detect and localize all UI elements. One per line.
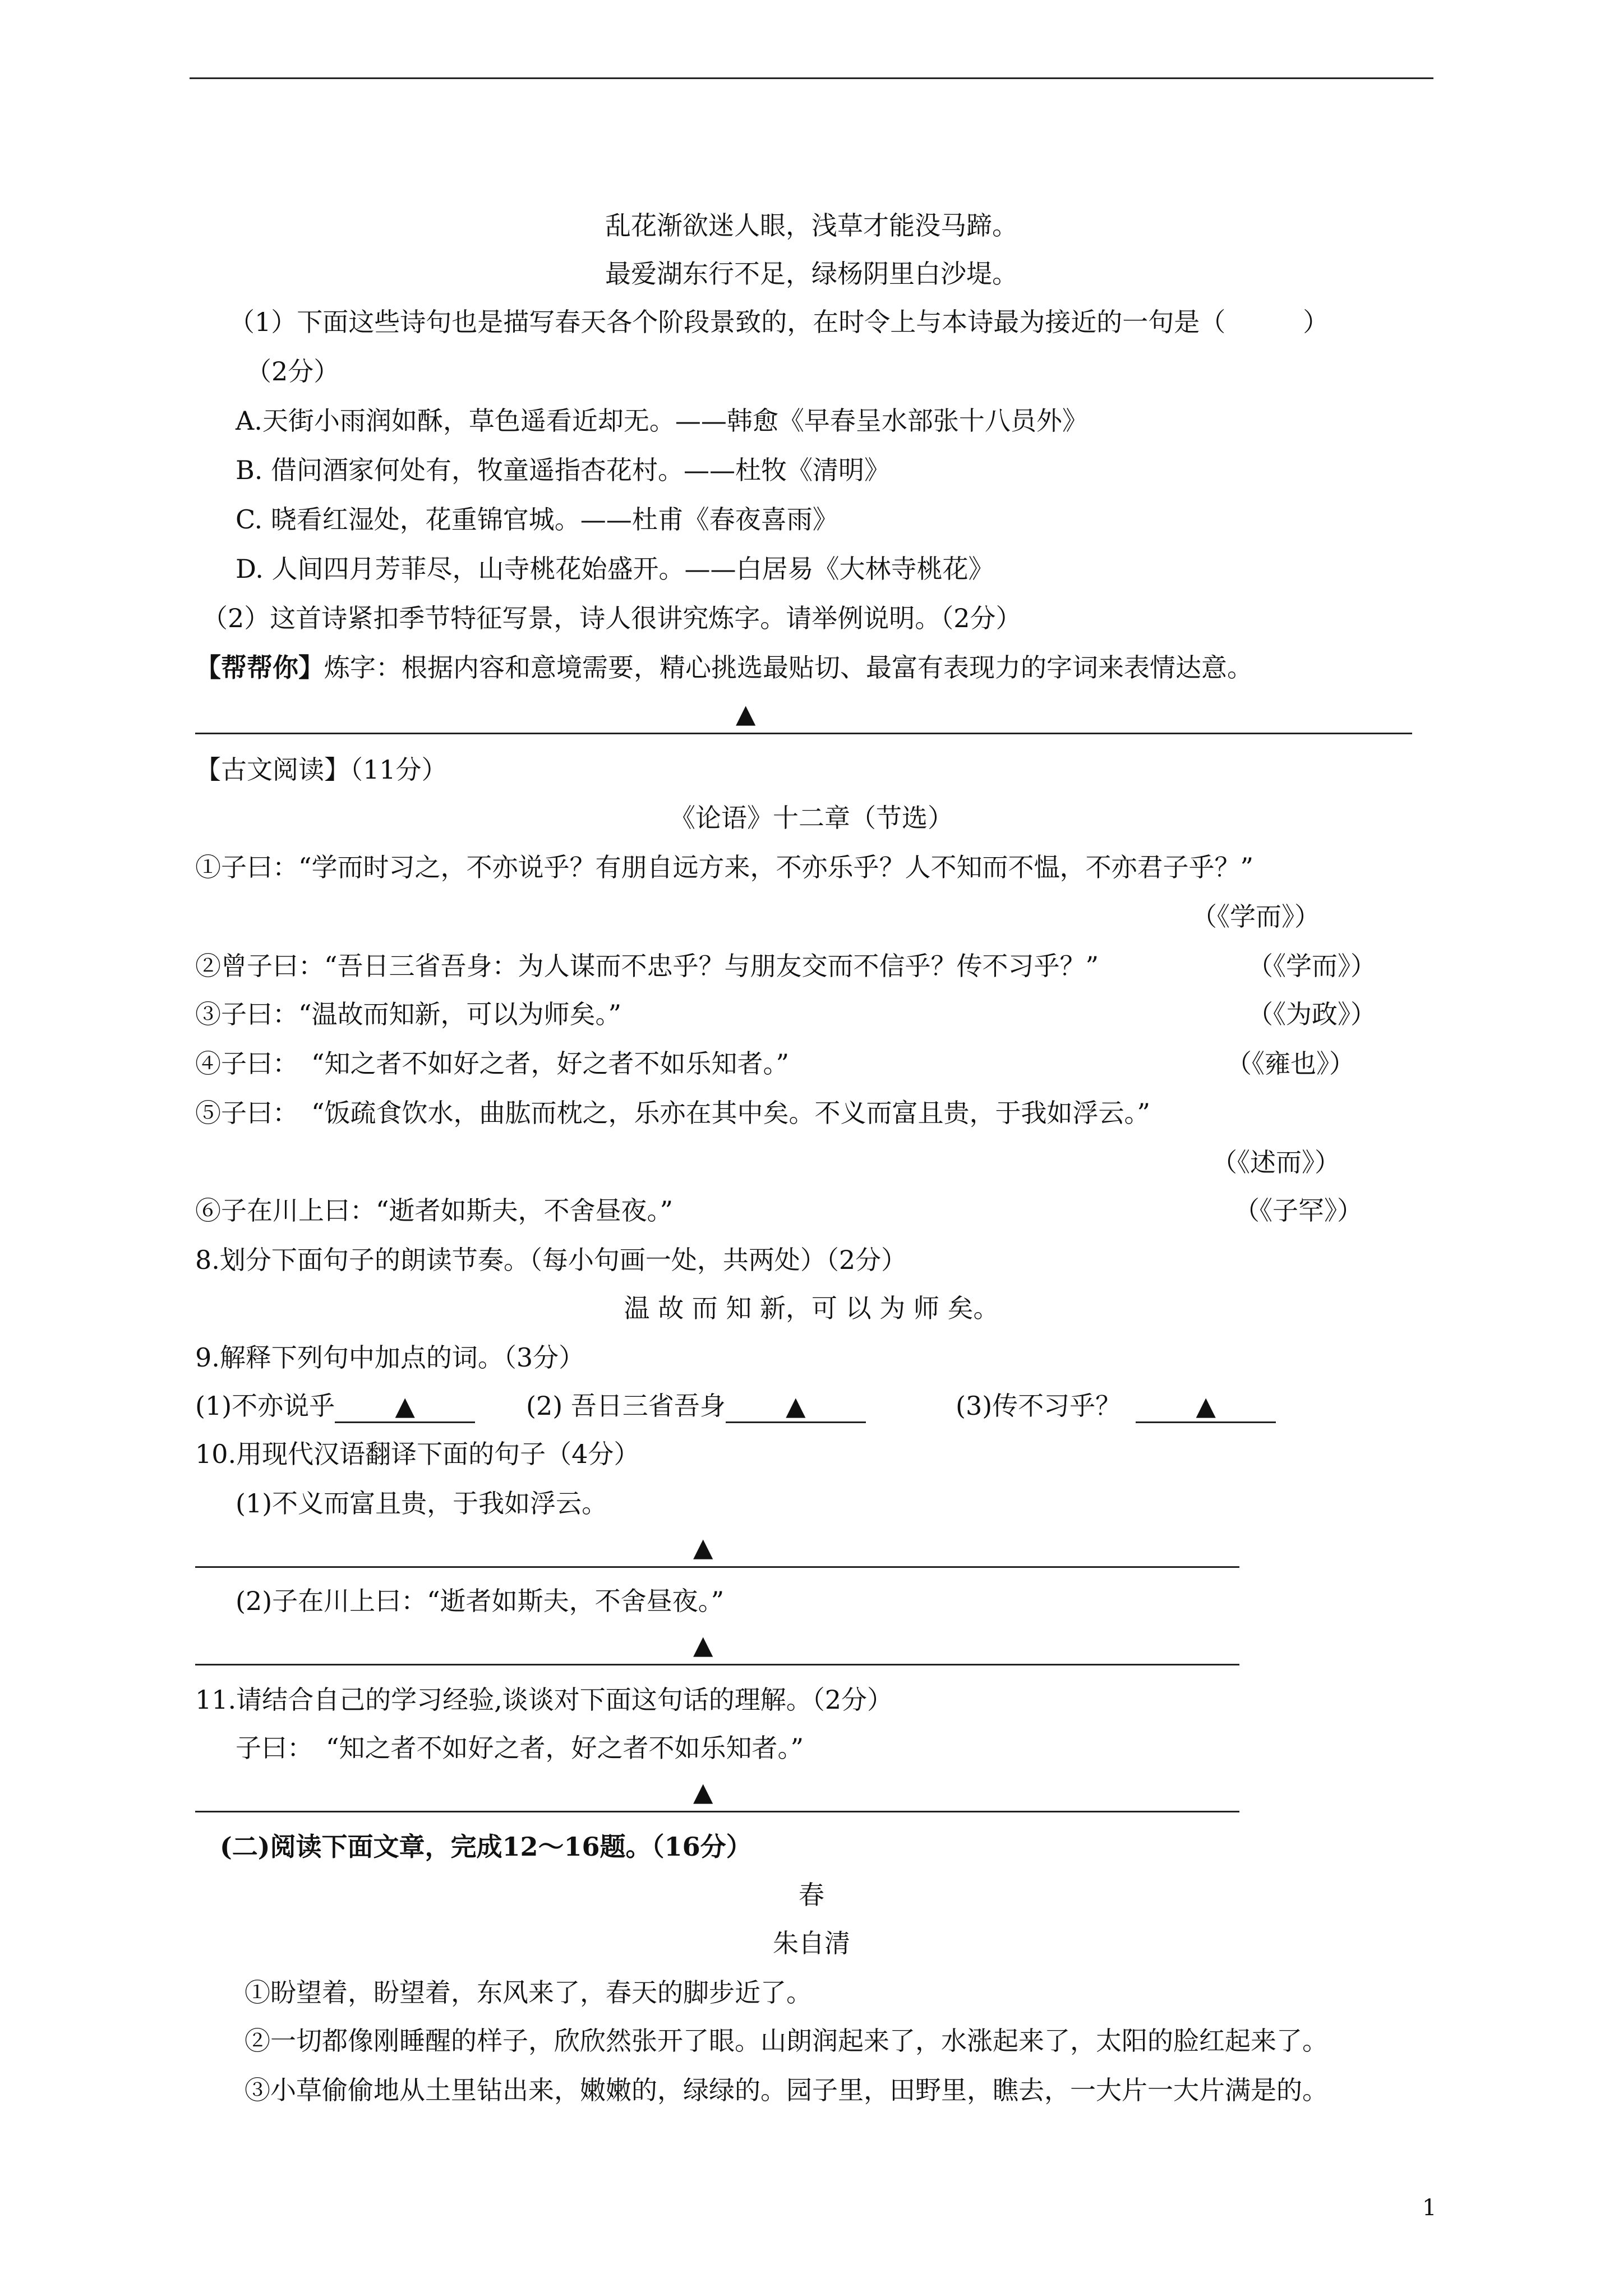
q1-option-c: C. 晓看红湿处，花重锦官城。——杜甫《春夜喜雨》 <box>236 504 838 535</box>
classical-source-3: （《为政》） <box>1247 999 1376 1029</box>
q1-stem: （1）下面这些诗句也是描写春天各个阶段景致的，在时令上与本诗最为接近的一句是（ ） <box>229 307 1329 337</box>
q10-marker-1: ▲ <box>693 1532 713 1562</box>
answer-marker: ▲ <box>736 698 756 729</box>
classical-heading: 【古文阅读】（11分） <box>195 754 448 785</box>
q11-stem: 11.请结合自己的学习经验,谈谈对下面这句话的理解。（2分） <box>195 1685 893 1715</box>
q1-option-b: B. 借问酒家何处有，牧童遥指杏花村。——杜牧《清明》 <box>236 455 891 485</box>
classical-source-1: （《学而》） <box>1191 901 1320 932</box>
classical-item-2: ②曾子曰：“吾日三省吾身：为人谋而不忠乎？与朋友交而不信乎？传不习乎？” <box>195 951 1099 981</box>
section2-title: 春 <box>799 1880 824 1910</box>
section2-author: 朱自清 <box>773 1928 850 1958</box>
q10-stem: 10.用现代汉语翻译下面的句子（4分） <box>195 1439 640 1469</box>
classical-title: 《论语》十二章（节选） <box>670 803 953 833</box>
q9-part-3 <box>956 1389 1276 1423</box>
classical-source-5: （《述而》） <box>1211 1147 1340 1177</box>
page-number: 1 <box>1422 2195 1437 2221</box>
classical-item-1: ①子曰：“学而时习之，不亦说乎？有朋自远方来，不亦乐乎？人不知而不愠，不亦君子乎？” <box>195 852 1254 882</box>
q8-sentence: 温 故 而 知 新，可 以 为 师 矣。 <box>624 1293 999 1323</box>
q9-part-1-text: (1)不亦说乎 <box>195 1391 335 1421</box>
classical-source-4: （《雍也》） <box>1226 1048 1355 1079</box>
q1-score: （2分） <box>246 356 340 386</box>
q8-stem: 8.划分下面句子的朗读节奏。（每小句画一处，共两处）（2分） <box>195 1245 907 1275</box>
q9-blank-2[interactable]: ▲ <box>726 1390 866 1423</box>
hint-text: 炼字：根据内容和意境需要，精心挑选最贴切、最富有表现力的字词来表情达意。 <box>324 652 1253 683</box>
classical-item-3: ③子曰：“温故而知新，可以为师矣。” <box>195 999 622 1029</box>
q11-quote: 子曰： “知之者不如好之者，好之者不如乐知者。” <box>236 1733 804 1763</box>
q11-answer-line <box>195 1811 1239 1812</box>
q1-option-d: D. 人间四月芳菲尽，山寺桃花始盛开。——白居易《大林寺桃花》 <box>236 554 994 584</box>
q10-sub-1: (1)不义而富且贵，于我如浮云。 <box>236 1488 608 1519</box>
q11-marker: ▲ <box>693 1777 713 1807</box>
q10-answer-line-1 <box>195 1566 1239 1568</box>
classical-source-2: （《学而》） <box>1247 951 1376 981</box>
poem-line-1: 乱花渐欲迷人眼，浅草才能没马蹄。 <box>605 210 1018 241</box>
q10-answer-line-2 <box>195 1664 1239 1665</box>
classical-item-4: ④子曰： “知之者不如好之者，好之者不如乐知者。” <box>195 1048 790 1079</box>
section2-paragraph-1: ①盼望着，盼望着，东风来了，春天的脚步近了。 <box>245 1977 812 2008</box>
section2-paragraph-2: ②一切都像刚睡醒的样子，欣欣然张开了眼。山朗润起来了，水涨起来了，太阳的脸红起来了。 <box>245 2026 1328 2056</box>
q9-part-2 <box>526 1389 866 1423</box>
q1-option-a: A.天街小雨润如酥，草色遥看近却无。——韩愈《早春呈水部张十八员外》 <box>236 406 1088 436</box>
q9-stem: 9.解释下列句中加点的词。（3分） <box>195 1342 585 1373</box>
q9-blank-1[interactable]: ▲ <box>335 1390 475 1423</box>
q9-part-3-text: (3)传不习乎？ <box>956 1391 1122 1421</box>
poem-line-2: 最爱湖东行不足，绿杨阴里白沙堤。 <box>605 259 1018 289</box>
q9-part-1 <box>195 1389 475 1423</box>
section2-heading: (二)阅读下面文章，完成12～16题。（16分） <box>220 1832 752 1862</box>
q2-stem: （2）这首诗紧扣季节特征写景，诗人很讲究炼字。请举例说明。（2分） <box>202 603 1022 633</box>
q10-marker-2: ▲ <box>693 1630 713 1660</box>
classical-item-6: ⑥子在川上曰：“逝者如斯夫，不舍昼夜。” <box>195 1195 674 1226</box>
top-rule <box>190 77 1433 79</box>
classical-item-5: ⑤子曰： “饭疏食饮水，曲肱而枕之，乐亦在其中矣。不义而富且贵，于我如浮云。” <box>195 1098 1151 1128</box>
q2-hint <box>195 651 1253 684</box>
q9-part-2-text: (2) 吾日三省吾身 <box>526 1391 726 1421</box>
classical-source-6: （《子罕》） <box>1234 1195 1363 1226</box>
answer-line <box>195 733 1412 734</box>
q10-sub-2: (2)子在川上曰：“逝者如斯夫，不舍昼夜。” <box>236 1586 725 1616</box>
hint-label: 【帮帮你】 <box>195 652 324 683</box>
q9-blank-3[interactable]: ▲ <box>1136 1390 1276 1423</box>
section2-paragraph-3: ③小草偷偷地从土里钻出来，嫩嫩的，绿绿的。园子里，田野里，瞧去，一大片一大片满是的。 <box>245 2075 1328 2105</box>
